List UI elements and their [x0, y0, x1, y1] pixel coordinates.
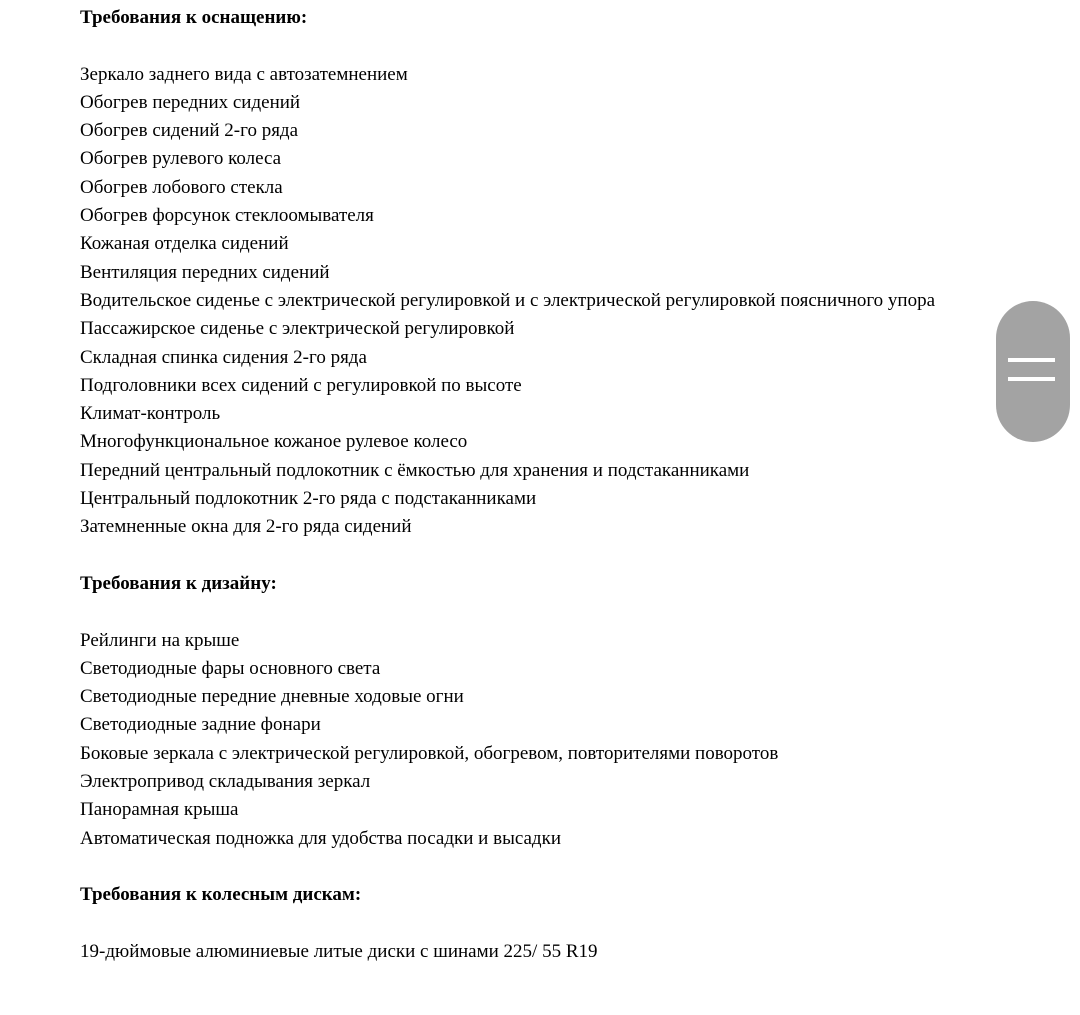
list-item: Рейлинги на крыше — [80, 629, 240, 651]
section-heading-equipment: Требования к оснащению: — [80, 7, 308, 28]
section-heading-design: Требования к дизайну: — [80, 572, 277, 594]
document-body — [80, 4, 990, 966]
list-item: Обогрев передних сидений — [80, 91, 301, 113]
list-item: Центральный подлокотник 2-го ряда с подстаканниками — [80, 488, 537, 510]
scroll-handle[interactable] — [996, 301, 1070, 442]
list-item: Электропривод складывания зеркал — [80, 771, 371, 793]
list-item: Обогрев рулевого колеса — [80, 148, 282, 170]
list-item: Многофункциональное кожаное рулевое колесо — [80, 431, 468, 453]
spacer — [80, 598, 990, 626]
list-item: Панорамная крыша — [80, 799, 239, 821]
list-item: Автоматическая подножка для удобства посадки и высадки — [80, 827, 562, 849]
list-item: Светодиодные фары основного света — [80, 657, 381, 679]
list-item: Обогрев лобового стекла — [80, 176, 283, 198]
drag-handle-bar — [1008, 377, 1055, 381]
spacer — [80, 910, 990, 938]
list-item: Обогрев сидений 2-го ряда — [80, 120, 299, 142]
list-item: Светодиодные задние фонари — [80, 714, 321, 736]
list-item: Пассажирское сиденье с электрической регулировкой — [80, 318, 515, 340]
list-item: Складная спинка сидения 2-го ряда — [80, 346, 367, 368]
list-item: Кожаная отделка сидений — [80, 233, 289, 255]
list-item: Вентиляция передних сидений — [80, 261, 330, 283]
list-item: Подголовники всех сидений с регулировкой по высоте — [80, 374, 522, 396]
list-item: Передний центральный подлокотник с ёмкостью для хранения и подстаканниками — [80, 459, 750, 481]
list-item: Зеркало заднего вида с автозатемнением — [80, 63, 408, 85]
list-item: Водительское сиденье с электрической регулировкой и с электрической регулировкой поясничного упора — [80, 289, 936, 311]
list-item: Боковые зеркала с электрической регулировкой, обогревом, повторителями поворотов — [80, 742, 779, 764]
list-item: Обогрев форсунок стеклоомывателя — [80, 205, 374, 227]
section-heading-wheels: Требования к колесным дискам: — [80, 884, 362, 906]
spacer — [80, 853, 990, 881]
list-item: Климат-контроль — [80, 403, 221, 425]
spacer — [80, 32, 990, 60]
list-item: 19-дюймовые алюминиевые литые диски с шинами 225/ 55 R19 — [80, 940, 598, 962]
drag-handle-bar — [1008, 358, 1055, 362]
list-item: Затемненные окна для 2-го ряда сидений — [80, 516, 412, 538]
spacer — [80, 542, 990, 570]
list-item: Светодиодные передние дневные ходовые огни — [80, 686, 464, 708]
